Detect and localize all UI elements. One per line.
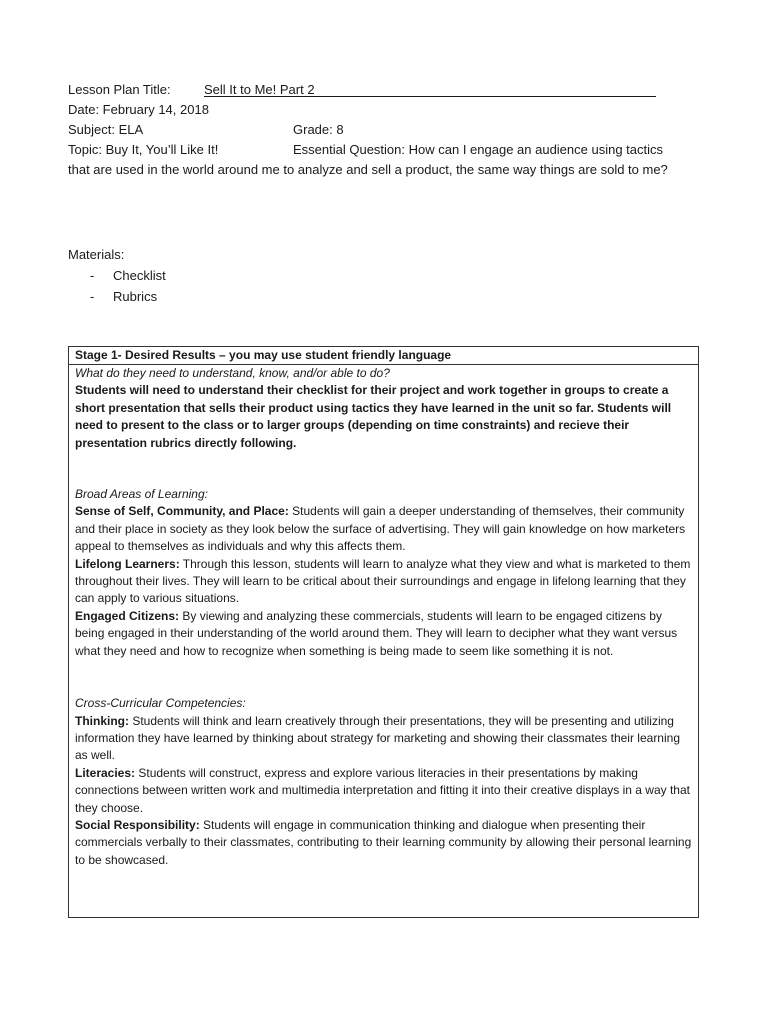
materials-item: - Rubrics: [90, 289, 158, 304]
materials-label: Materials:: [68, 247, 125, 262]
title-value: Sell It to Me! Part 2: [204, 80, 656, 97]
essential-question-first: How can I engage an audience using tactics: [405, 142, 664, 157]
title-line: [68, 80, 688, 100]
competency-item: Social Responsibility: Students will engage in communication thinking and dialogue when presenting their commercials verbally to their classmates, contributing to their learning community by allowing their personal learning to be showcased.: [75, 817, 692, 867]
stage1-table: [68, 346, 699, 918]
stage1-heading: Stage 1- Desired Results – you may use student friendly language: [69, 347, 698, 365]
broad-areas-label: Broad Areas of Learning:: [75, 487, 208, 502]
title-label: Lesson Plan Title:: [68, 82, 171, 97]
essential-question-label: Essential Question:: [293, 142, 406, 157]
subject-grade-line: [68, 120, 688, 140]
lesson-header: [68, 80, 688, 180]
broad-area-item: Sense of Self, Community, and Place: Students will gain a deeper understanding of themselves, their community and their place in society as they look below the surface of advertising. They will gain knowledge on how marketers appeal to themselves as individuals and why this affects them.: [75, 504, 686, 554]
date-line: Date: February 14, 2018: [68, 102, 209, 117]
subject-text: Subject: ELA: [68, 122, 144, 137]
stage1-question: What do they need to understand, know, and/or able to do?: [75, 366, 390, 380]
broad-area-item: Lifelong Learners: Through this lesson, students will learn to analyze what they view and what is marketed to them throughout their lives. They will learn to be critical about their surroundings and engage in lifelong learning that they can apply to various situations.: [75, 556, 691, 606]
cross-curricular-label: Cross-Curricular Competencies:: [75, 696, 246, 711]
materials-item: - Checklist: [90, 268, 166, 283]
broad-area-item: Engaged Citizens: By viewing and analyzing these commercials, students will learn to be engaged citizens by being engaged in their understanding of the world around them. They will learn to decipher what they want versus what they need and how to recognize when something is being made to seem like something it is not.: [75, 608, 678, 658]
competency-item: Literacies: Students will construct, express and explore various literacies in their presentations by making connections between written work and multimedia interpretation and fitting it into their creative displays in a way that they choose.: [75, 765, 690, 815]
competency-item: Thinking: Students will think and learn creatively through their presentations, they will be presenting and utilizing information they have learned by thinking about strategy for marketing and showing their classmates their learning as well.: [75, 713, 680, 763]
topic-text: Topic: Buy It, You’ll Like It!: [68, 142, 219, 157]
essential-question-rest: that are used in the world around me to analyze and sell a product, the same way things are sold to me?: [68, 162, 668, 177]
stage1-answer: Students will need to understand their checklist for their project and work together in groups to create a short presentation that sells their product using tactics they have learned in the unit so far. Students will need to present to the class or to larger groups (depending on time constraints) and recieve their presentation rubrics directly following.: [75, 383, 672, 450]
materials-section: [68, 244, 166, 307]
grade-text: Grade: 8: [293, 122, 344, 137]
topic-question: [68, 140, 688, 180]
